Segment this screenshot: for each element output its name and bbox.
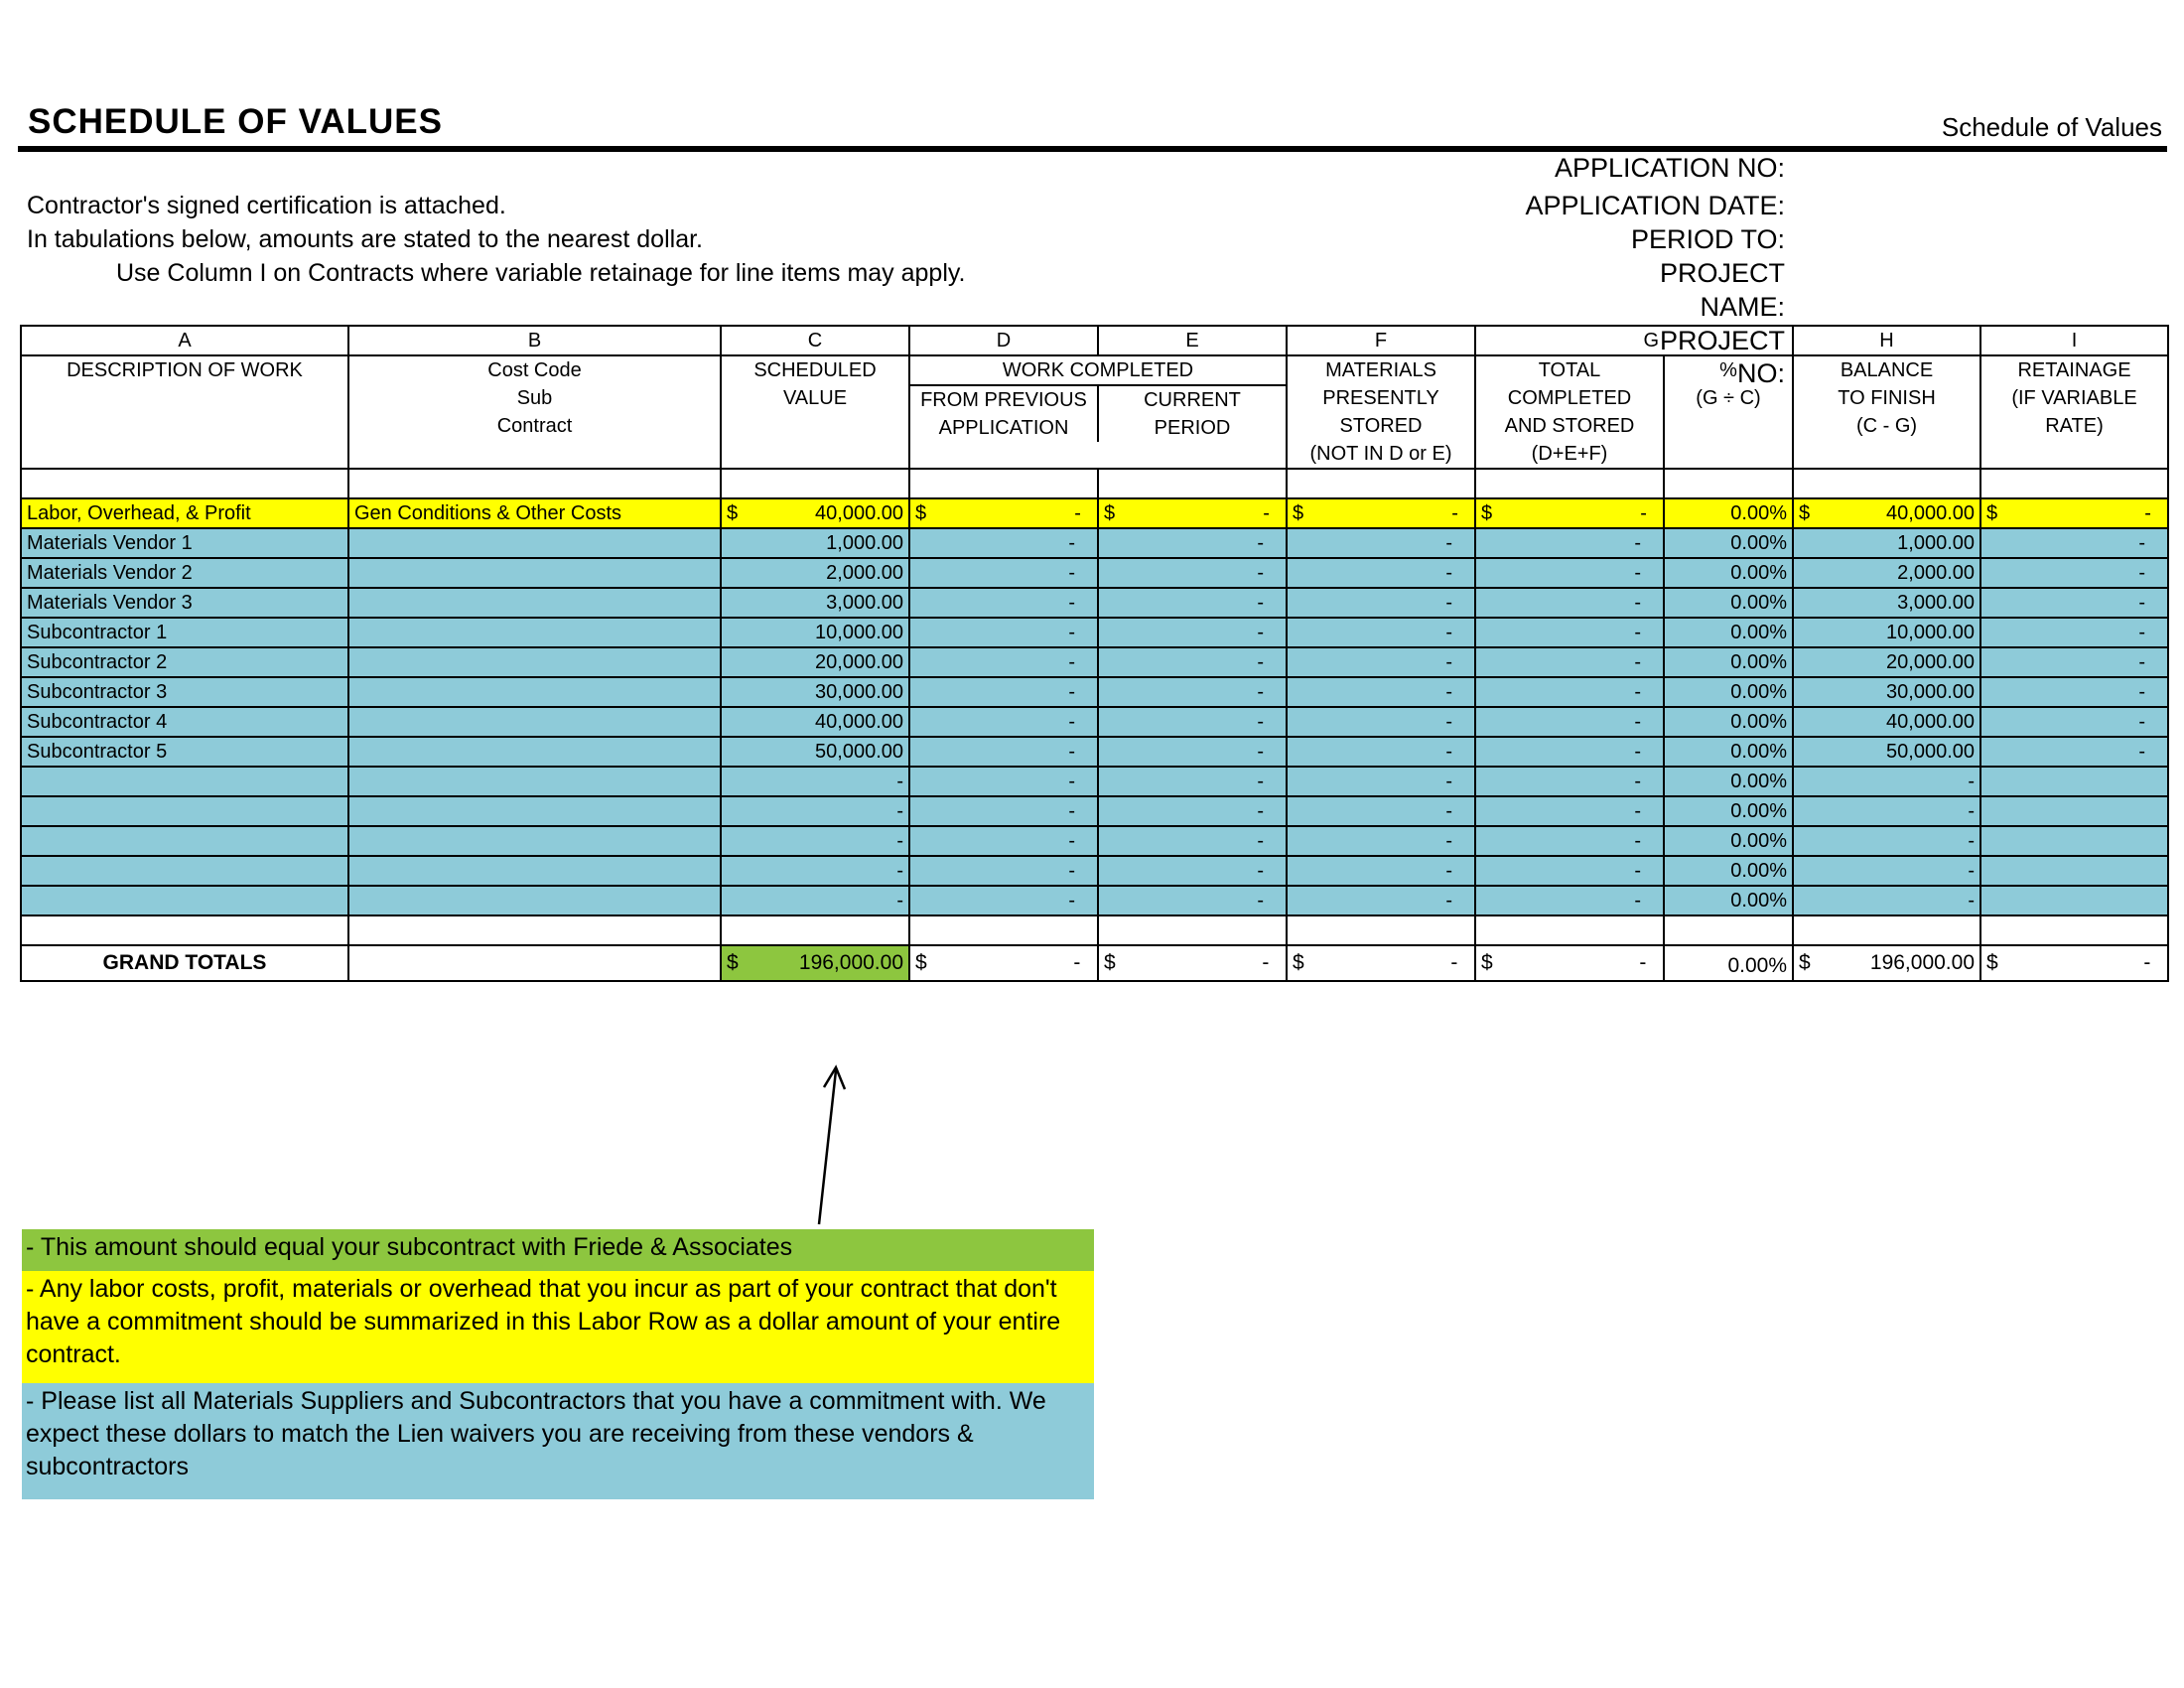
cell-g: -: [1475, 558, 1664, 588]
cell-e[interactable]: -: [1098, 767, 1287, 796]
cell-pct: 0.00%: [1664, 826, 1793, 856]
col-letter-g: G: [1475, 326, 1664, 355]
cell-i[interactable]: -: [1980, 707, 2168, 737]
cell-h: -: [1793, 767, 1980, 796]
cell-c[interactable]: -: [721, 767, 909, 796]
cell-g: -: [1475, 886, 1664, 915]
cell-c[interactable]: 10,000.00: [721, 618, 909, 647]
cell-c[interactable]: 40,000.00: [721, 707, 909, 737]
cell-d[interactable]: -: [909, 528, 1098, 558]
header-total-l4: (D+E+F): [1531, 443, 1608, 465]
cell-d[interactable]: -: [909, 588, 1098, 618]
currency-sign: $: [915, 502, 927, 524]
header-retainage-l2: (IF VARIABLE: [2011, 387, 2137, 409]
cell-pct: 0.00%: [1664, 767, 1793, 796]
note-certification: Contractor's signed certification is attached.: [27, 192, 506, 219]
cell-h: 1,000.00: [1793, 528, 1980, 558]
cell-f[interactable]: -: [1287, 707, 1475, 737]
header-balance-l3: (C - G): [1855, 415, 1918, 437]
period-to-label: PERIOD TO:: [1630, 224, 1785, 254]
cell-a[interactable]: Subcontractor 5: [21, 737, 348, 767]
cell-g: -: [1475, 796, 1664, 826]
currency-sign: $: [1799, 951, 1811, 974]
no-label: NO:: [1736, 358, 1785, 388]
cell-a[interactable]: Materials Vendor 2: [21, 558, 348, 588]
cell-pct: 0.00%: [1664, 677, 1793, 707]
cell-f[interactable]: -: [1287, 528, 1475, 558]
project-no-label: PROJECT: [1659, 326, 1785, 355]
header-balance-l1: BALANCE: [1840, 359, 1934, 381]
header-materials-l2: PRESENTLY: [1322, 387, 1439, 409]
cell-d[interactable]: -: [909, 707, 1098, 737]
header-materials-l1: MATERIALS: [1325, 359, 1436, 381]
cell-f[interactable]: -: [1287, 796, 1475, 826]
labor-retainage-amount: -: [2144, 502, 2151, 524]
labor-from-previous-amount: -: [1074, 502, 1081, 524]
cell-i[interactable]: -: [1980, 647, 2168, 677]
cell-h: 3,000.00: [1793, 588, 1980, 618]
cell-d[interactable]: -: [909, 796, 1098, 826]
header-cost-code-l3: Contract: [496, 415, 573, 437]
cell-a[interactable]: Subcontractor 1: [21, 618, 348, 647]
cell-e[interactable]: -: [1098, 558, 1287, 588]
cell-h: 2,000.00: [1793, 558, 1980, 588]
currency-sign: $: [1799, 502, 1811, 524]
cell-c[interactable]: 20,000.00: [721, 647, 909, 677]
cell-f[interactable]: -: [1287, 886, 1475, 915]
cell-a[interactable]: Subcontractor 4: [21, 707, 348, 737]
cell-e[interactable]: -: [1098, 677, 1287, 707]
col-letter-e: E: [1098, 326, 1287, 355]
cell-h: 10,000.00: [1793, 618, 1980, 647]
header-balance-l2: TO FINISH: [1838, 387, 1936, 409]
header-total-l2: COMPLETED: [1507, 387, 1632, 409]
cell-pct: 0.00%: [1664, 856, 1793, 886]
header-from-previous-l2: APPLICATION: [938, 417, 1069, 439]
cell-d[interactable]: -: [909, 767, 1098, 796]
application-no-label: APPLICATION NO:: [1554, 153, 1785, 183]
cell-d[interactable]: -: [909, 886, 1098, 915]
cell-c[interactable]: -: [721, 856, 909, 886]
cell-pct: 0.00%: [1664, 647, 1793, 677]
labor-cost-code[interactable]: Gen Conditions & Other Costs: [348, 498, 721, 528]
cell-g: -: [1475, 528, 1664, 558]
cell-g: -: [1475, 767, 1664, 796]
cell-e[interactable]: -: [1098, 707, 1287, 737]
header-work-completed-label: WORK COMPLETED: [910, 356, 1286, 386]
cell-f[interactable]: -: [1287, 588, 1475, 618]
total-from-previous-amount: -: [1073, 951, 1081, 974]
col-letter-i: I: [1980, 326, 2168, 355]
header-description: DESCRIPTION OF WORK: [21, 355, 348, 469]
currency-sign: $: [727, 502, 739, 524]
cell-g: -: [1475, 826, 1664, 856]
currency-sign: $: [1481, 951, 1493, 974]
cell-c[interactable]: -: [721, 796, 909, 826]
cell-d[interactable]: -: [909, 677, 1098, 707]
cell-h: -: [1793, 796, 1980, 826]
currency-sign: $: [1293, 951, 1304, 974]
cell-c[interactable]: 1,000.00: [721, 528, 909, 558]
header-materials-l3: STORED: [1339, 415, 1423, 437]
cell-g: -: [1475, 647, 1664, 677]
total-balance-amount: 196,000.00: [1869, 951, 1975, 974]
cell-d[interactable]: -: [909, 737, 1098, 767]
cell-f[interactable]: -: [1287, 647, 1475, 677]
page-title: SCHEDULE OF VALUES: [28, 102, 443, 141]
cell-e[interactable]: -: [1098, 588, 1287, 618]
cell-h: -: [1793, 886, 1980, 915]
cell-f[interactable]: -: [1287, 618, 1475, 647]
header-scheduled-l1: SCHEDULED: [753, 359, 877, 381]
cell-h: -: [1793, 826, 1980, 856]
cell-i[interactable]: -: [1980, 737, 2168, 767]
labor-scheduled-amount: 40,000.00: [815, 502, 903, 524]
cell-g: -: [1475, 618, 1664, 647]
total-scheduled-amount: 196,000.00: [798, 951, 903, 974]
currency-sign: $: [1104, 951, 1116, 974]
labor-balance-amount: 40,000.00: [1886, 502, 1975, 524]
cell-pct: 0.00%: [1664, 707, 1793, 737]
cell-h: -: [1793, 856, 1980, 886]
cell-f[interactable]: -: [1287, 558, 1475, 588]
note-column-i: Use Column I on Contracts where variable retainage for line items may apply.: [116, 259, 966, 287]
total-current-amount: -: [1262, 951, 1270, 974]
cell-e[interactable]: -: [1098, 856, 1287, 886]
cell-a[interactable]: Subcontractor 3: [21, 677, 348, 707]
cell-e[interactable]: -: [1098, 886, 1287, 915]
cell-c[interactable]: 2,000.00: [721, 558, 909, 588]
cell-d[interactable]: -: [909, 856, 1098, 886]
cell-a[interactable]: Materials Vendor 1: [21, 528, 348, 558]
col-letter-a: A: [21, 326, 348, 355]
cell-pct: 0.00%: [1664, 528, 1793, 558]
cell-g: -: [1475, 856, 1664, 886]
header-total-l1: TOTAL: [1538, 359, 1601, 381]
header-materials-l4: (NOT IN D or E): [1309, 443, 1452, 465]
labor-materials-amount: -: [1451, 502, 1458, 524]
cell-i[interactable]: -: [1980, 677, 2168, 707]
header-cost-code-l1: Cost Code: [487, 359, 582, 381]
labor-percent: 0.00%: [1664, 498, 1793, 528]
total-percent: 0.00%: [1664, 945, 1793, 981]
cell-f[interactable]: -: [1287, 767, 1475, 796]
labor-current-amount: -: [1263, 502, 1270, 524]
col-letter-h: H: [1793, 326, 1980, 355]
col-letter-d: D: [909, 326, 1098, 355]
header-cost-code-l2: Sub: [516, 387, 553, 409]
application-date-label: APPLICATION DATE:: [1525, 191, 1785, 220]
cell-e[interactable]: -: [1098, 528, 1287, 558]
currency-sign: $: [727, 951, 739, 974]
cell-a[interactable]: Materials Vendor 3: [21, 588, 348, 618]
cell-i[interactable]: -: [1980, 618, 2168, 647]
cell-d[interactable]: -: [909, 647, 1098, 677]
cell-pct: 0.00%: [1664, 737, 1793, 767]
callout-commitments-note: - Please list all Materials Suppliers and Subcontractors that you have a commitment with. We expect these dollars to match the Lien waivers you are receiving from these vendors & subcontractors: [22, 1383, 1094, 1499]
cell-f[interactable]: -: [1287, 677, 1475, 707]
cell-e[interactable]: -: [1098, 826, 1287, 856]
total-retainage-amount: -: [2143, 951, 2151, 974]
currency-sign: $: [915, 951, 927, 974]
cell-h: 50,000.00: [1793, 737, 1980, 767]
labor-description[interactable]: Labor, Overhead, & Profit: [21, 498, 348, 528]
currency-sign: $: [1481, 502, 1493, 524]
currency-sign: $: [1986, 502, 1998, 524]
cell-e[interactable]: -: [1098, 618, 1287, 647]
header-current-l1: CURRENT: [1144, 389, 1241, 411]
grand-totals-label: GRAND TOTALS: [21, 945, 348, 981]
sheet-name: Schedule of Values: [1941, 112, 2162, 142]
total-completed-amount: -: [1639, 951, 1647, 974]
cell-d[interactable]: -: [909, 618, 1098, 647]
col-letter-c: C: [721, 326, 909, 355]
header-from-previous-l1: FROM PREVIOUS: [920, 389, 1087, 411]
cell-pct: 0.00%: [1664, 796, 1793, 826]
cell-e[interactable]: -: [1098, 647, 1287, 677]
header-retainage-l1: RETAINAGE: [2017, 359, 2131, 381]
cell-d[interactable]: -: [909, 558, 1098, 588]
cell-a[interactable]: Subcontractor 2: [21, 647, 348, 677]
cell-c[interactable]: -: [721, 826, 909, 856]
callout-labor-row-note: - Any labor costs, profit, materials or overhead that you incur as part of your contract that don't have a commitment should be summarized in this Labor Row as a dollar amount of your entire contract.: [22, 1271, 1094, 1383]
cell-g: -: [1475, 588, 1664, 618]
header-scheduled-l2: VALUE: [782, 387, 848, 409]
cell-pct: 0.00%: [1664, 618, 1793, 647]
header-percent-l2: (G ÷ C): [1696, 387, 1761, 409]
header-total-l3: AND STORED: [1504, 415, 1635, 437]
cell-e[interactable]: -: [1098, 737, 1287, 767]
project-label: PROJECT: [1659, 258, 1785, 288]
cell-g: -: [1475, 707, 1664, 737]
cell-c[interactable]: 3,000.00: [721, 588, 909, 618]
cell-c[interactable]: 50,000.00: [721, 737, 909, 767]
labor-total-amount: -: [1640, 502, 1647, 524]
cell-f[interactable]: -: [1287, 826, 1475, 856]
cell-g: -: [1475, 737, 1664, 767]
cell-d[interactable]: -: [909, 826, 1098, 856]
currency-sign: $: [1104, 502, 1116, 524]
cell-pct: 0.00%: [1664, 886, 1793, 915]
name-label: NAME:: [1700, 292, 1785, 322]
cell-pct: 0.00%: [1664, 588, 1793, 618]
col-letter-f: F: [1287, 326, 1475, 355]
currency-sign: $: [1986, 951, 1998, 974]
header-percent-l1: %: [1719, 359, 1737, 381]
cell-c[interactable]: 30,000.00: [721, 677, 909, 707]
col-letter-b: B: [348, 326, 721, 355]
cell-g: -: [1475, 677, 1664, 707]
cell-h: 30,000.00: [1793, 677, 1980, 707]
note-tabulations: In tabulations below, amounts are stated to the nearest dollar.: [27, 225, 703, 253]
cell-c[interactable]: -: [721, 886, 909, 915]
cell-h: 20,000.00: [1793, 647, 1980, 677]
total-materials-amount: -: [1450, 951, 1458, 974]
cell-f[interactable]: -: [1287, 856, 1475, 886]
cell-i[interactable]: -: [1980, 558, 2168, 588]
cell-e[interactable]: -: [1098, 796, 1287, 826]
header-current-l2: PERIOD: [1154, 417, 1231, 439]
cell-i[interactable]: -: [1980, 528, 2168, 558]
callout-subcontract-note: - This amount should equal your subcontract with Friede & Associates: [22, 1229, 1094, 1271]
cell-pct: 0.00%: [1664, 558, 1793, 588]
cell-h: 40,000.00: [1793, 707, 1980, 737]
header-retainage-l3: RATE): [2045, 415, 2104, 437]
cell-f[interactable]: -: [1287, 737, 1475, 767]
currency-sign: $: [1293, 502, 1304, 524]
cell-i[interactable]: -: [1980, 588, 2168, 618]
